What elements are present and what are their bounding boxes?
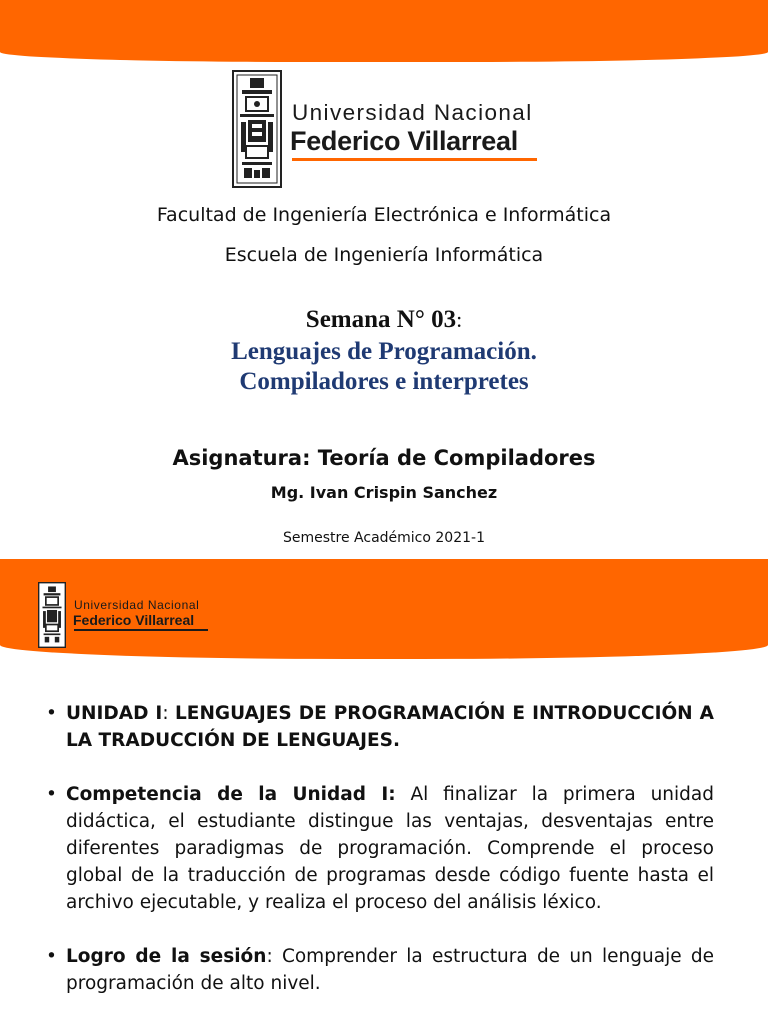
- university-emblem-icon: [232, 70, 282, 188]
- logo-line-2: Federico Villarreal: [290, 126, 518, 156]
- topic-title-line-1: Lenguajes de Programación.: [231, 338, 537, 365]
- week-heading: [0, 306, 768, 334]
- bullet-marker: •: [46, 703, 57, 724]
- university-emblem-icon: [38, 582, 66, 648]
- bullet-marker: •: [46, 784, 57, 805]
- logo-line-1: Universidad Nacional: [74, 598, 200, 612]
- bullet-competence: [46, 781, 714, 916]
- school-name: Escuela de Ingeniería Informática: [224, 244, 544, 266]
- bullet-list: [46, 700, 714, 1024]
- header-orange-band: [0, 0, 768, 62]
- unit-label: UNIDAD I: [66, 703, 163, 724]
- logo-line-1: Universidad Nacional: [292, 100, 533, 125]
- course-name: Asignatura: Teoría de Compiladores: [172, 446, 596, 470]
- bullet-unit: [46, 700, 714, 754]
- unit-separator: :: [162, 703, 176, 724]
- faculty-name: Facultad de Ingeniería Electrónica e Informática: [156, 204, 612, 226]
- logo-underline: [74, 629, 208, 631]
- university-logo: [230, 68, 542, 192]
- competence-text: Al finalizar la primera unidad didáctica, el estudiante distingue las ventajas, desventajas entre diferentes paradigmas de programación. Comprende el proceso global de la traducción de programas desde código fuente hasta el archivo ejecutable, y realiza el proceso del análisis léxico.: [66, 784, 714, 913]
- logo-underline: [292, 158, 537, 161]
- bullet-marker: •: [46, 946, 57, 967]
- achievement-label: Logro de la sesión: [66, 946, 267, 967]
- competence-label: Competencia de la Unidad I:: [66, 784, 396, 805]
- achievement-text: : Comprender la estructura de un lenguaje de programación de alto nivel.: [66, 946, 714, 994]
- unit-title: LENGUAJES DE PROGRAMACIÓN E INTRODUCCIÓN A LA TRADUCCIÓN DE LENGUAJES.: [66, 703, 714, 751]
- logo-line-2: Federico Villarreal: [73, 612, 195, 628]
- semester-label: Semestre Académico 2021-1: [283, 530, 485, 546]
- week-separator: :: [456, 307, 463, 332]
- topic-title-line-2: Compiladores e interpretes: [239, 368, 529, 395]
- professor-name: Mg. Ivan Crispin Sanchez: [270, 483, 498, 502]
- bullet-achievement: [46, 943, 714, 997]
- university-logo-small: [38, 582, 218, 648]
- week-label: Semana N° 03: [305, 306, 457, 333]
